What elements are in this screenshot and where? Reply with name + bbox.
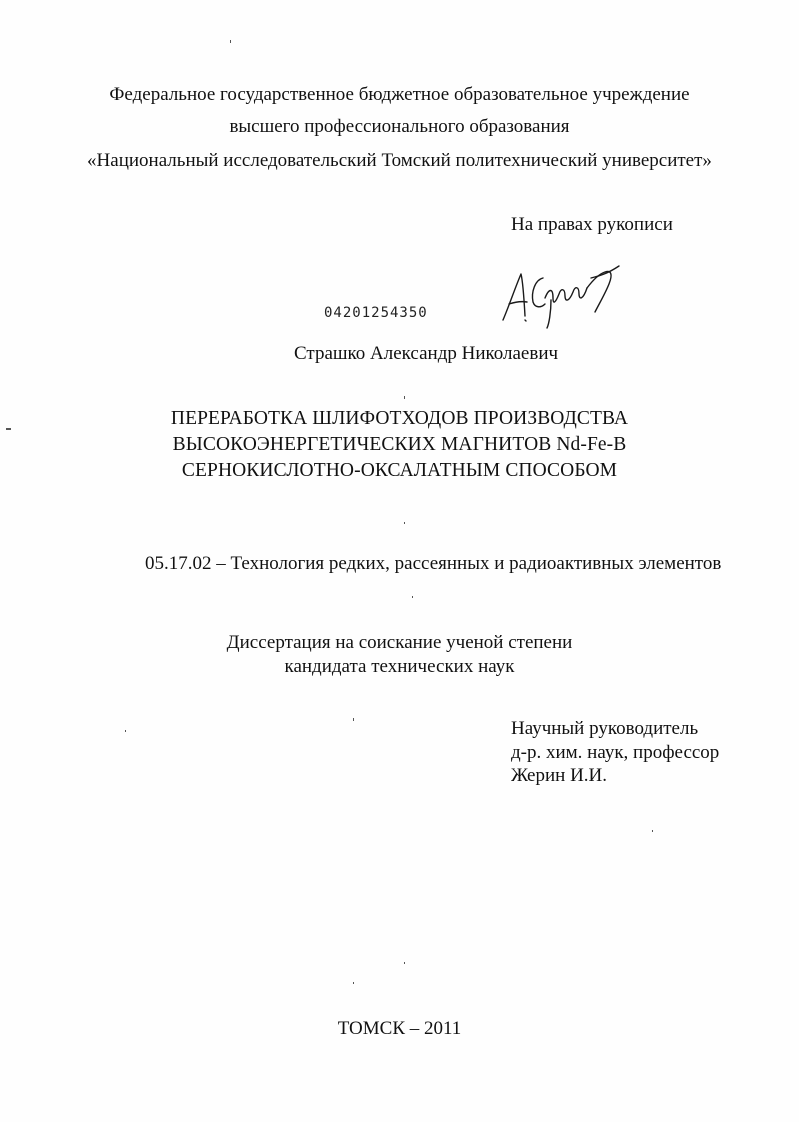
specialty: 05.17.02 – Технология редких, рассеянных и радиоактивных элементов — [145, 553, 722, 574]
scan-speck — [125, 730, 126, 732]
scan-speck — [404, 522, 405, 524]
manuscript-note: На правах рукописи — [511, 214, 673, 235]
thesis-title-line-2: ВЫСОКОЭНЕРГЕТИЧЕСКИХ МАГНИТОВ Nd-Fe-B — [172, 434, 627, 455]
scan-speck — [404, 396, 405, 399]
scan-speck — [353, 982, 354, 984]
thesis-title-line-1: ПЕРЕРАБОТКА ШЛИФОТХОДОВ ПРОИЗВОДСТВА — [170, 408, 629, 429]
thesis-title-line-3: СЕРНОКИСЛОТНО-ОКСАЛАТНЫМ СПОСОБОМ — [181, 460, 618, 481]
institution-line-3: «Национальный исследовательский Томский политехнический университет» — [87, 150, 712, 171]
supervisor-rank: д-р. хим. наук, профессор — [511, 742, 720, 763]
degree-line-2: кандидата технических наук — [284, 656, 515, 677]
scan-speck — [412, 596, 413, 598]
handwritten-signature — [495, 258, 625, 330]
supervisor-name: Жерин И.И. — [511, 765, 608, 786]
author-name: Страшко Александр Николаевич — [294, 343, 559, 364]
scan-speck — [230, 40, 231, 43]
supervisor-role: Научный руководитель — [511, 718, 699, 739]
institution-line-2: высшего профессионального образования — [229, 116, 570, 137]
catalog-number: 04201254350 — [324, 305, 428, 321]
institution-line-1: Федеральное государственное бюджетное образовательное учреждение — [109, 84, 690, 105]
city-year: ТОМСК – 2011 — [337, 1018, 462, 1039]
scan-speck — [652, 830, 653, 832]
degree-line-1: Диссертация на соискание ученой степени — [226, 632, 573, 653]
scan-speck — [404, 962, 405, 964]
scan-speck — [353, 718, 354, 721]
